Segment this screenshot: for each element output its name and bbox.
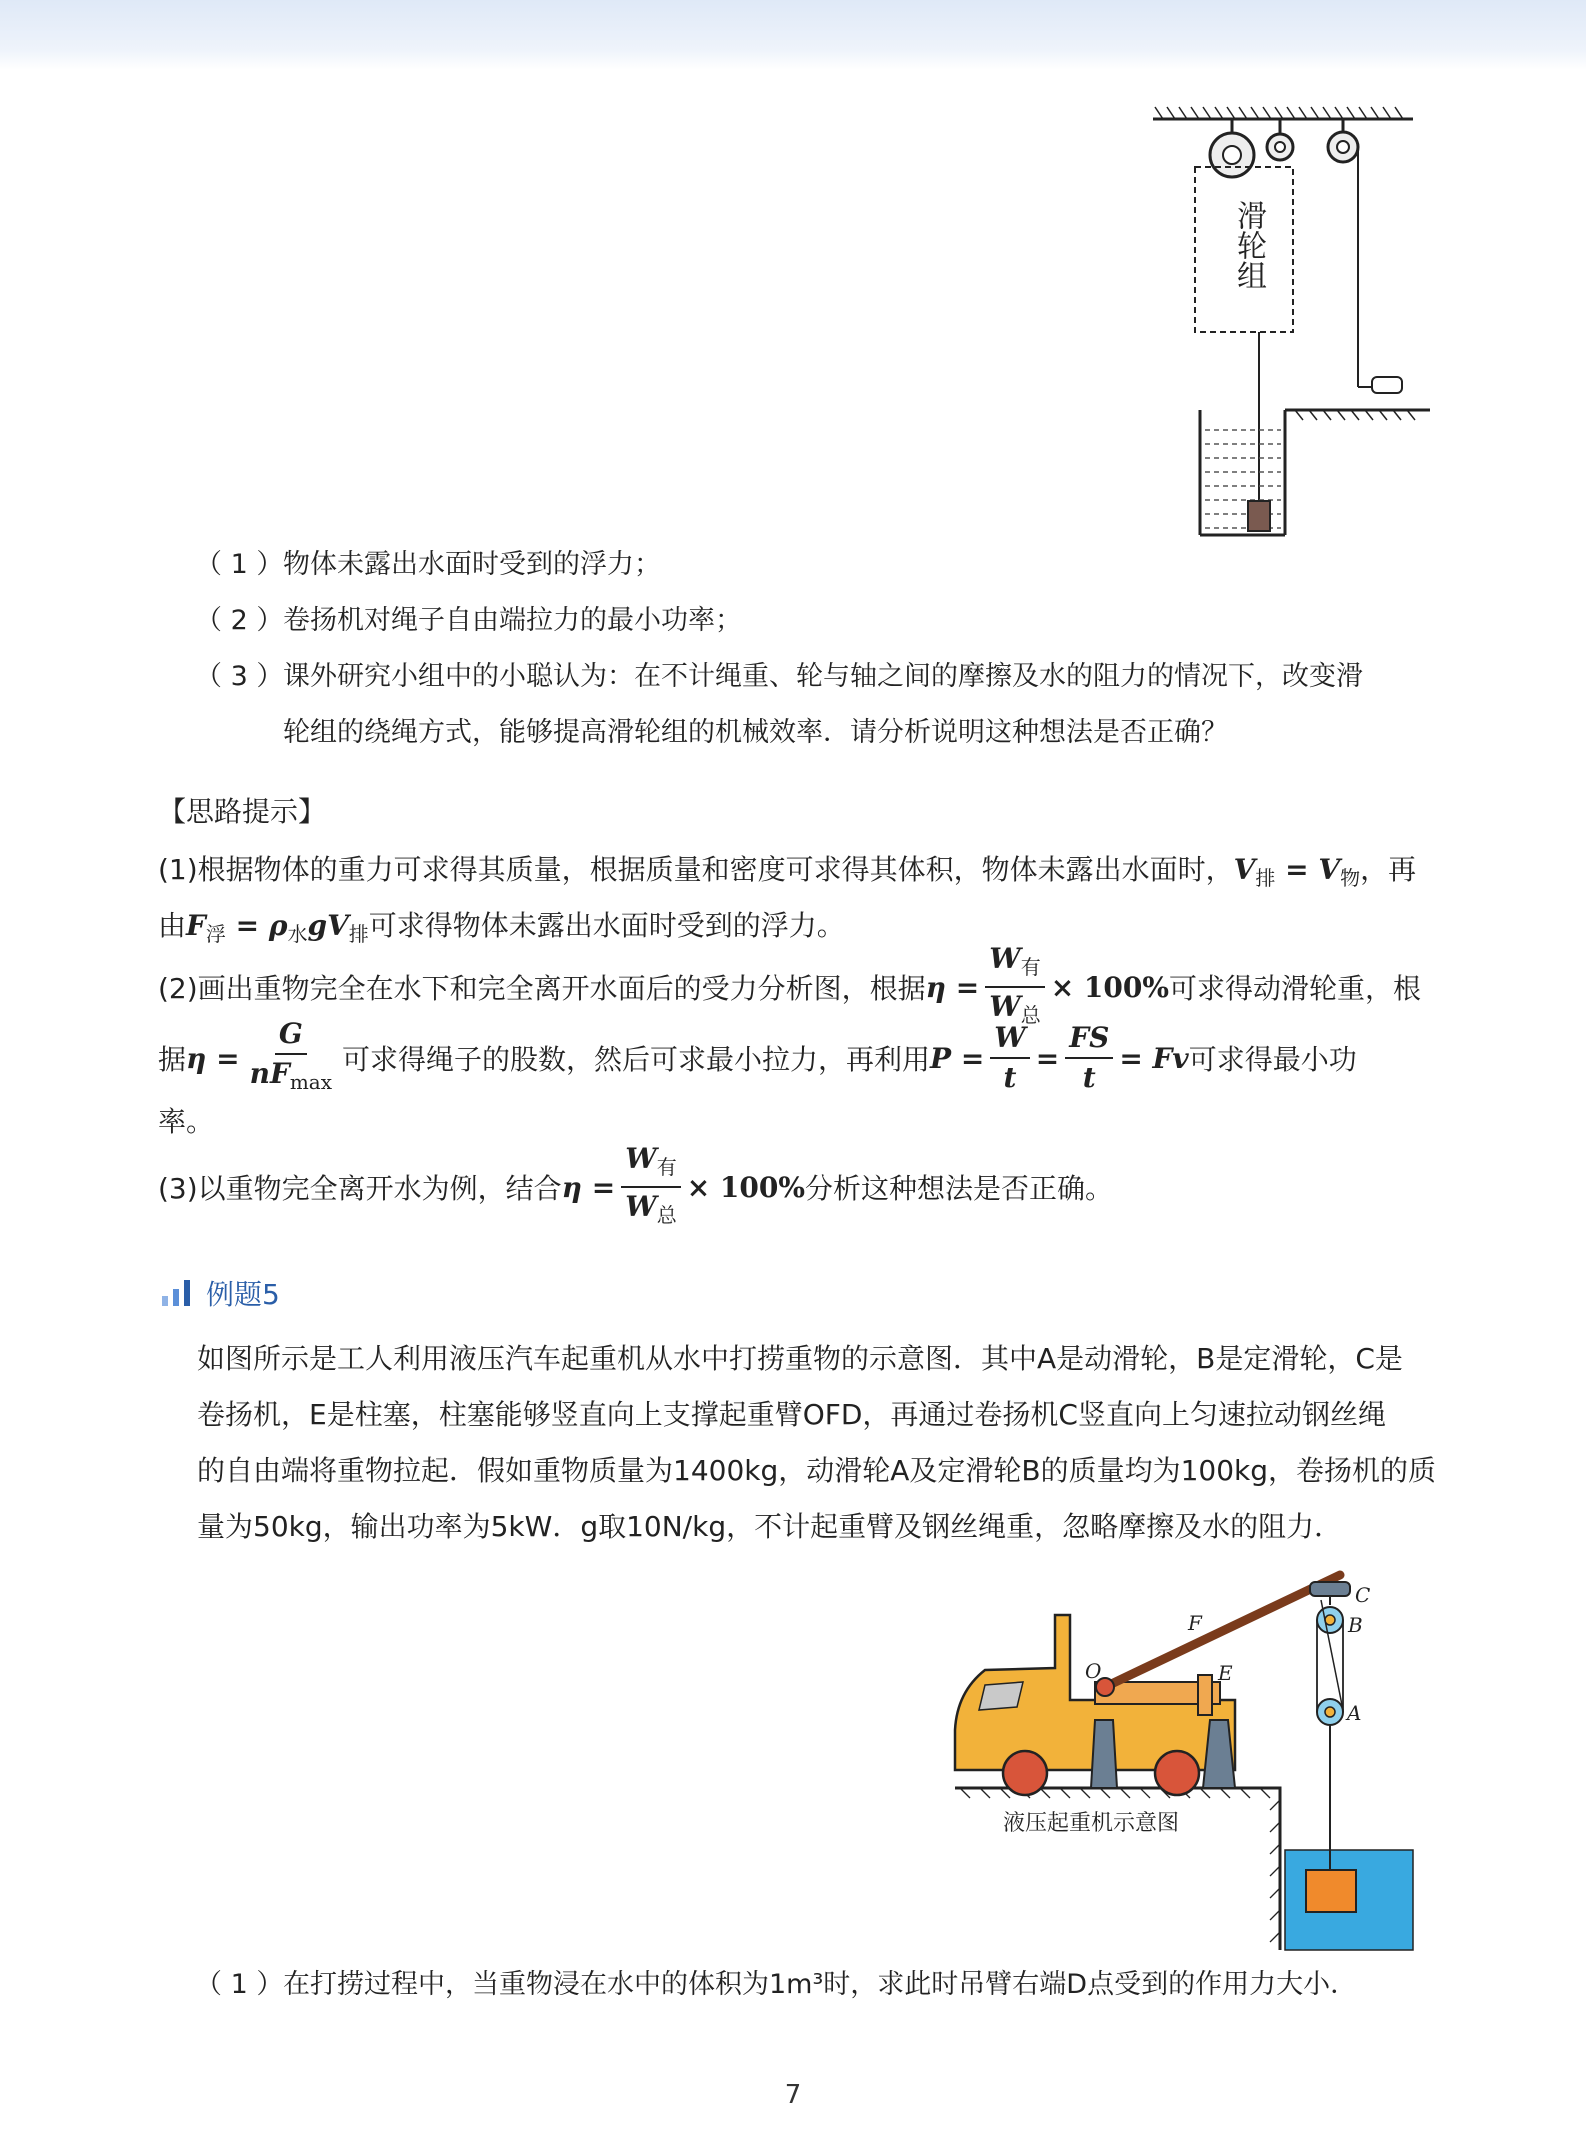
- math-subscript: 总: [656, 1203, 677, 1227]
- question-3-continued: [283, 705, 1228, 761]
- question-2: [195, 593, 742, 649]
- question-number: （ 2 ）: [195, 605, 284, 636]
- efficiency-fraction-2: [621, 1140, 680, 1234]
- question-text: 在打捞过程中，当重物浸在水中的体积为1m³时，求此时吊臂右端D点受到的作用力大小．: [283, 1969, 1358, 2000]
- math-symbol: W: [625, 1142, 657, 1175]
- hint-text: (2)画出重物完全在水下和完全离开水面后的受力分析图，根据: [158, 972, 926, 1005]
- math-symbol: t: [1082, 1061, 1096, 1094]
- math-symbol: × 100%: [1050, 970, 1169, 1004]
- hint-text: 可求得物体未露出水面时受到的浮力。: [368, 909, 845, 942]
- math-symbol: W: [989, 942, 1021, 975]
- question-last: [195, 1957, 1357, 2013]
- example-header: [160, 1273, 280, 1313]
- power-fraction-2: [1065, 1019, 1113, 1097]
- hint-text: 据: [158, 1043, 187, 1076]
- question-number: （ 1 ）: [195, 549, 284, 580]
- hint-text: 可求得动滑轮重，根: [1168, 972, 1421, 1005]
- question-1: [195, 537, 661, 593]
- pulley-system-figure: [1145, 105, 1435, 540]
- math-symbol: G: [275, 1015, 307, 1055]
- example-title: 例题5: [206, 1278, 280, 1311]
- math-subscript: 总: [1020, 1003, 1041, 1027]
- hint-text: (1)根据物体的重力可求得其质量，根据质量和密度可求得其体积，物体未露出水面时，: [158, 853, 1234, 886]
- pulley-block-label-text: 滑轮组: [1231, 200, 1266, 290]
- hint-line-5: 率。: [158, 1105, 215, 1138]
- math-subscript: 物: [1340, 866, 1361, 890]
- hint-line-1: [158, 848, 1416, 891]
- math-subscript: max: [289, 1070, 333, 1094]
- math-subscript: 浮: [205, 922, 226, 946]
- math-symbol: F: [186, 909, 206, 942]
- question-number: （ 1 ）: [195, 1969, 284, 2000]
- label-a: A: [1347, 1701, 1362, 1725]
- question-3: [195, 649, 1363, 705]
- math-symbol: = ρ: [225, 909, 288, 942]
- label-b: B: [1348, 1613, 1363, 1637]
- label-f: F: [1188, 1611, 1202, 1635]
- math-symbol: η =: [925, 970, 980, 1004]
- math-subscript: 排: [348, 922, 369, 946]
- question-text: 物体未露出水面时受到的浮力；: [283, 549, 661, 580]
- math-symbol: t: [1003, 1061, 1017, 1094]
- hint-text: 由: [158, 909, 187, 942]
- hint-text: 可求得绳子的股数，然后可求最小拉力，再利用: [342, 1043, 931, 1076]
- example-paragraph: [197, 1331, 1436, 1555]
- example-line: 卷扬机，E是柱塞，柱塞能够竖直向上支撑起重臂OFD，再通过卷扬机C竖直向上匀速拉动钢丝绳: [197, 1398, 1386, 1431]
- math-symbol: η =: [186, 1041, 240, 1075]
- math-symbol: W: [989, 990, 1021, 1023]
- math-symbol: = V: [1275, 853, 1341, 886]
- hint-line-4: [158, 1015, 1357, 1101]
- math-symbol: = Fv: [1119, 1041, 1189, 1075]
- example-line: 如图所示是工人利用液压汽车起重机从水中打捞重物的示意图．其中A是动滑轮，B是定滑轮，C是: [197, 1342, 1403, 1375]
- power-fraction-1: [990, 1019, 1029, 1097]
- math-symbol: FS: [1065, 1019, 1113, 1059]
- hint-text: 可求得最小功: [1188, 1043, 1357, 1076]
- math-symbol: η =: [561, 1170, 616, 1204]
- hint-line-6: [158, 1140, 1113, 1234]
- label-c: C: [1355, 1583, 1371, 1607]
- math-symbol: × 100%: [686, 1170, 805, 1204]
- hint-text: 分析这种想法是否正确。: [804, 1172, 1113, 1205]
- rope-count-fraction: [246, 1015, 336, 1101]
- math-subscript: 有: [1020, 955, 1041, 979]
- figure-caption: 液压起重机示意图: [1003, 1811, 1180, 1836]
- math-symbol: W: [990, 1019, 1029, 1059]
- example-line: 量为50kg，输出功率为5kW．g取10N/kg，不计起重臂及钢丝绳重，忽略摩擦及水的阻力．: [197, 1510, 1343, 1543]
- math-symbol: =: [1035, 1041, 1060, 1075]
- math-subscript: 水: [287, 922, 308, 946]
- question-text: 卷扬机对绳子自由端拉力的最小功率；: [283, 605, 742, 636]
- math-symbol: gV: [307, 909, 349, 942]
- page-number: 7: [784, 2080, 802, 2110]
- label-o: O: [1085, 1659, 1102, 1683]
- question-text: 课外研究小组中的小聪认为：在不计绳重、轮与轴之间的摩擦及水的阻力的情况下，改变滑: [283, 661, 1363, 692]
- question-text: 轮组的绕绳方式，能够提高滑轮组的机械效率．请分析说明这种想法是否正确？: [283, 717, 1228, 748]
- header-band: [0, 0, 1586, 70]
- math-symbol: P =: [930, 1041, 985, 1075]
- pulley-block-label: [1228, 200, 1268, 299]
- question-number: （ 3 ）: [195, 661, 284, 692]
- example-line: 的自由端将重物拉起．假如重物质量为1400kg，动滑轮A及定滑轮B的质量均为100kg，卷扬机的质: [197, 1454, 1437, 1487]
- hint-title: 【思路提示】: [158, 795, 327, 828]
- hint-text: ，再: [1360, 853, 1417, 886]
- bar-chart-icon: [160, 1278, 196, 1308]
- label-e: E: [1218, 1661, 1233, 1685]
- math-symbol: W: [625, 1190, 657, 1223]
- math-symbol: nF: [249, 1057, 290, 1090]
- crane-truck-figure: [945, 1560, 1420, 1955]
- hint-text: (3)以重物完全离开水为例，结合: [158, 1172, 562, 1205]
- math-subscript: 排: [1255, 866, 1276, 890]
- math-symbol: V: [1233, 853, 1256, 886]
- math-subscript: 有: [656, 1155, 677, 1179]
